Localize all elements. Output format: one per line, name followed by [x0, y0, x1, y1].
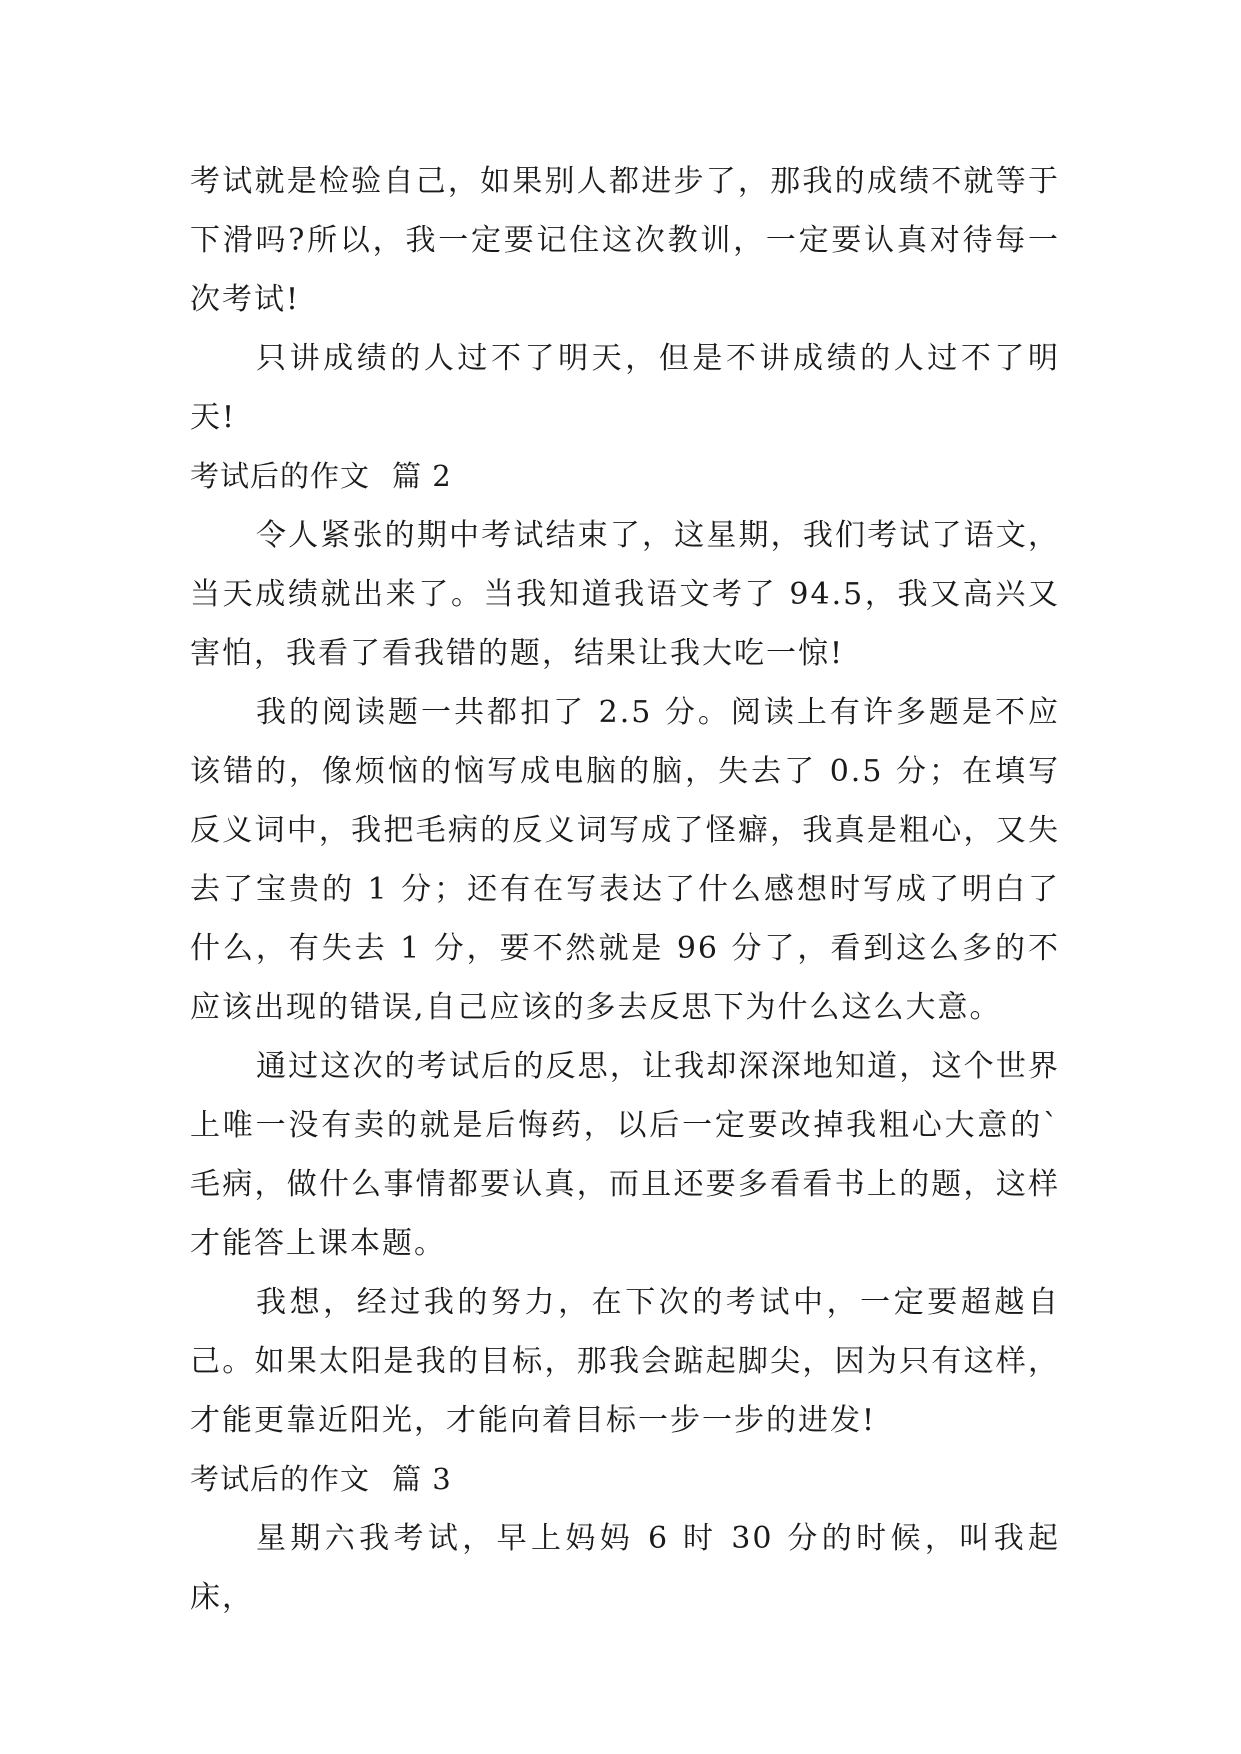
section-title: 考试后的作文 [190, 459, 371, 493]
paragraph: 令人紧张的期中考试结束了，这星期，我们考试了语文，当天成绩就出来了。当我知道我语文考了 94.5，我又高兴又害怕，我看了看我错的题，结果让我大吃一惊! [190, 518, 1060, 671]
paragraph: 只讲成绩的人过不了明天，但是不讲成绩的人过不了明天! [190, 341, 1060, 435]
document-body [190, 152, 1060, 1627]
paragraph: 我想，经过我的努力，在下次的考试中，一定要超越自己。如果太阳是我的目标，那我会踮起脚尖，因为只有这样，才能更靠近阳光，才能向着目标一步一步的进发! [190, 1285, 1060, 1438]
section-title: 考试后的作文 [190, 1462, 371, 1496]
section-heading-3 [190, 1450, 1060, 1509]
section-number: 篇 3 [392, 1462, 452, 1496]
paragraph: 星期六我考试，早上妈妈 6 时 30 分的时候，叫我起床， [190, 1521, 1060, 1615]
paragraph: 我的阅读题一共都扣了 2.5 分。阅读上有许多题是不应该错的，像烦恼的恼写成电脑的脑，失去了 0.5 分；在填写反义词中，我把毛病的反义词写成了怪癖，我真是粗心，又失去了宝贵的 1 分；还有在写表达了什么感想时写成了明白了什么，有失去 1 分，要不然就是 96 分了，看到这么多的不应该出现的错误,自己应该的多去反思下为什么这么大意。 [190, 695, 1060, 1025]
section-number: 篇 2 [392, 459, 452, 493]
paragraph-continued: 考试就是检验自己，如果别人都进步了，那我的成绩不就等于下滑吗?所以，我一定要记住这次教训，一定要认真对待每一次考试! [190, 164, 1060, 317]
section-heading-2 [190, 447, 1060, 506]
paragraph: 通过这次的考试后的反思，让我却深深地知道，这个世界上唯一没有卖的就是后悔药，以后一定要改掉我粗心大意的`毛病，做什么事情都要认真，而且还要多看看书上的题，这样才能答上课本题。 [190, 1049, 1060, 1261]
